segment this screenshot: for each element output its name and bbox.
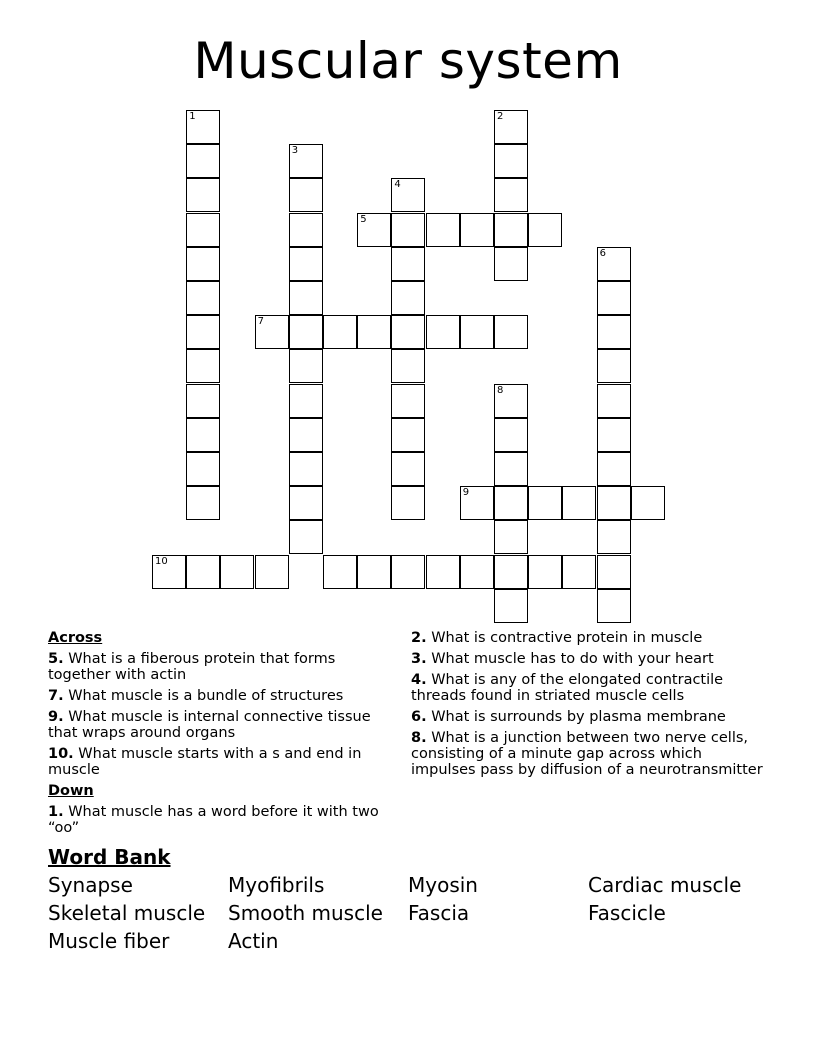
clue-across-9: 9. What muscle is internal connective tissue that wraps around organs — [48, 709, 371, 741]
crossword-cell[interactable] — [631, 486, 665, 520]
word-bank-item: Myofibrils — [228, 873, 325, 897]
crossword-cell[interactable] — [494, 247, 528, 281]
crossword-cell[interactable] — [289, 281, 323, 315]
word-bank-item: Skeletal muscle — [48, 901, 206, 925]
crossword-cell[interactable] — [494, 110, 528, 144]
word-bank-item: Smooth muscle — [228, 901, 383, 925]
crossword-cell[interactable] — [186, 349, 220, 383]
word-bank-item: Fascicle — [588, 901, 666, 925]
crossword-cell[interactable] — [289, 178, 323, 212]
crossword-cell[interactable] — [597, 281, 631, 315]
clue-across-10: 10. What muscle starts with a s and end in muscle — [48, 746, 362, 778]
cell-number: 5 — [360, 213, 367, 225]
cell-number: 2 — [497, 111, 504, 122]
crossword-cell[interactable] — [289, 520, 323, 554]
crossword-cell[interactable] — [186, 384, 220, 418]
crossword-cell[interactable] — [597, 247, 631, 281]
crossword-cell[interactable] — [357, 555, 391, 589]
crossword-cell[interactable] — [597, 418, 631, 452]
crossword-cell[interactable] — [289, 247, 323, 281]
cell-number: 9 — [462, 487, 470, 499]
crossword-cell[interactable] — [289, 452, 323, 486]
crossword-cell[interactable] — [289, 349, 323, 383]
crossword-cell[interactable] — [597, 589, 631, 623]
clue-down-4: 4. What is any of the elongated contractile threads found in striated muscle cells — [411, 672, 724, 704]
crossword-cell[interactable] — [289, 384, 323, 418]
clue-across-5: 5. What is a fiberous protein that forms together with actin — [48, 651, 336, 683]
crossword-cell[interactable] — [323, 555, 357, 589]
crossword-cell[interactable] — [186, 110, 220, 144]
cell-number: 6 — [599, 247, 606, 259]
word-bank-item: Muscle fiber — [48, 929, 170, 953]
crossword-cell[interactable] — [391, 281, 425, 315]
crossword-cell[interactable] — [186, 452, 220, 486]
crossword-cell[interactable] — [426, 315, 460, 349]
crossword-cell[interactable] — [357, 315, 391, 349]
crossword-cell[interactable] — [597, 349, 631, 383]
crossword-cell[interactable] — [494, 452, 528, 486]
crossword-cell[interactable] — [494, 520, 528, 554]
crossword-cell[interactable] — [255, 315, 289, 349]
crossword-cell[interactable] — [460, 555, 494, 589]
crossword-cell[interactable] — [391, 452, 425, 486]
crossword-cell[interactable] — [494, 589, 528, 623]
clue-down-3: 3. What muscle has to do with your heart — [411, 651, 714, 667]
down-heading: Down — [48, 783, 94, 799]
crossword-cell[interactable] — [186, 555, 220, 589]
crossword-cell[interactable] — [186, 178, 220, 212]
crossword-cell[interactable] — [186, 247, 220, 281]
word-bank-item: Myosin — [408, 873, 478, 897]
crossword-cell[interactable] — [562, 555, 596, 589]
crossword-cell[interactable] — [186, 486, 220, 520]
clue-down-6: 6. What is surrounds by plasma membrane — [411, 709, 726, 725]
crossword-cell[interactable] — [391, 384, 425, 418]
crossword-cell[interactable] — [597, 486, 631, 520]
crossword-cell[interactable] — [494, 315, 528, 349]
crossword-cell[interactable] — [426, 213, 460, 247]
crossword-cell[interactable] — [597, 555, 631, 589]
crossword-cell[interactable] — [494, 178, 528, 212]
clues-right-column — [411, 630, 771, 783]
crossword-cell[interactable] — [494, 418, 528, 452]
clue-down-2: 2. What is contractive protein in muscle — [411, 630, 703, 646]
cell-number: 10 — [155, 555, 168, 567]
crossword-cell[interactable] — [528, 486, 562, 520]
crossword-cell[interactable] — [494, 486, 528, 520]
crossword-cell[interactable] — [289, 213, 323, 247]
crossword-cell[interactable] — [597, 520, 631, 554]
crossword-cell[interactable] — [597, 315, 631, 349]
crossword-cell[interactable] — [391, 555, 425, 589]
crossword-cell[interactable] — [426, 555, 460, 589]
cell-number: 8 — [497, 384, 504, 396]
crossword-cell[interactable] — [391, 486, 425, 520]
crossword-cell[interactable] — [391, 178, 425, 212]
crossword-cell[interactable] — [391, 247, 425, 281]
crossword-cell[interactable] — [186, 281, 220, 315]
crossword-cell[interactable] — [186, 213, 220, 247]
crossword-cell[interactable] — [357, 213, 391, 247]
clue-across-7: 7. What muscle is a bundle of structures — [48, 688, 344, 704]
crossword-cell[interactable] — [323, 315, 357, 349]
crossword-cell[interactable] — [152, 555, 186, 589]
crossword-cell[interactable] — [597, 452, 631, 486]
crossword-cell[interactable] — [391, 418, 425, 452]
crossword-cell[interactable] — [528, 555, 562, 589]
clue-down-8: 8. What is a junction between two nerve cells, consisting of a minute gap across which impulses pass by diffusion of a neurotransmitter — [411, 730, 763, 778]
page-title: Muscular system — [193, 32, 623, 90]
crossword-cell[interactable] — [391, 213, 425, 247]
crossword-cell[interactable] — [494, 144, 528, 178]
crossword-cell[interactable] — [460, 315, 494, 349]
crossword-cell[interactable] — [460, 213, 494, 247]
crossword-cell[interactable] — [597, 384, 631, 418]
crossword-cell[interactable] — [289, 486, 323, 520]
crossword-cell[interactable] — [494, 555, 528, 589]
crossword-cell[interactable] — [186, 418, 220, 452]
word-bank-item: Cardiac muscle — [588, 873, 742, 897]
crossword-cell[interactable] — [220, 555, 254, 589]
crossword-cell[interactable] — [494, 384, 528, 418]
word-bank-title: Word Bank — [48, 845, 171, 869]
crossword-cell[interactable] — [289, 418, 323, 452]
crossword-cell[interactable] — [255, 555, 289, 589]
word-bank-item: Fascia — [408, 901, 470, 925]
crossword-cell[interactable] — [494, 213, 528, 247]
clues-left-column — [48, 630, 398, 841]
cell-number: 1 — [189, 111, 196, 122]
word-bank-item: Synapse — [48, 873, 133, 897]
crossword-cell[interactable] — [391, 315, 425, 349]
cell-number: 3 — [291, 145, 299, 157]
crossword-cell[interactable] — [289, 144, 323, 178]
crossword-cell[interactable] — [186, 144, 220, 178]
crossword-cell[interactable] — [528, 213, 562, 247]
cell-number: 7 — [257, 316, 264, 328]
crossword-cell[interactable] — [460, 486, 494, 520]
cell-number: 4 — [394, 179, 401, 191]
word-bank-list — [48, 873, 788, 953]
crossword-cell[interactable] — [289, 315, 323, 349]
word-bank-item: Actin — [228, 929, 279, 953]
crossword-cell[interactable] — [562, 486, 596, 520]
clue-down-1: 1. What muscle has a word before it with two “oo” — [48, 804, 379, 836]
crossword-cell[interactable] — [391, 349, 425, 383]
crossword-cell[interactable] — [186, 315, 220, 349]
across-heading: Across — [48, 630, 103, 646]
